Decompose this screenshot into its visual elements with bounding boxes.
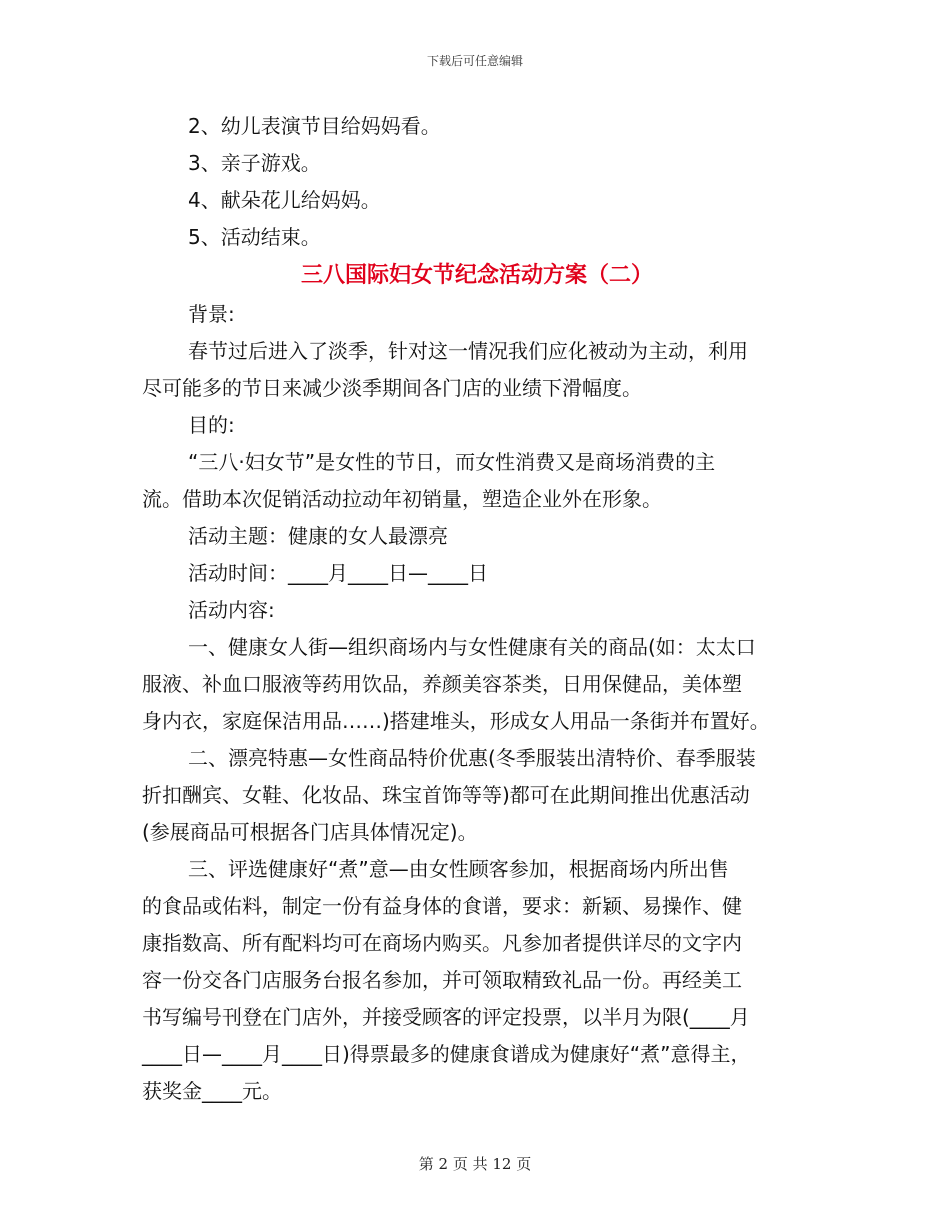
list-item: 3、亲子游戏。 — [188, 151, 321, 175]
section1-line: 身内衣，家庭保洁用品……)搭建堆头，形成女人用品一条街并布置好。 — [142, 709, 770, 733]
list-item: 4、献朵花儿给妈妈。 — [188, 188, 381, 212]
list-item: 2、幼儿表演节目给妈妈看。 — [188, 114, 441, 138]
section3-line: ____日—____月____日)得票最多的健康食谱成为健康好“煮”意得主， — [142, 1042, 751, 1066]
section3-line: 获奖金____元。 — [142, 1079, 282, 1103]
activity-theme: 活动主题：健康的女人最漂亮 — [188, 524, 448, 548]
section3-line: 容一份交各门店服务台报名参加，并可领取精致礼品一份。再经美工 — [142, 968, 742, 992]
background-label: 背景: — [188, 302, 235, 326]
section3-line: 三、评选健康好“煮”意—由女性顾客参加，根据商场内所出售 — [188, 857, 729, 881]
background-paragraph-line: 尽可能多的节日来减少淡季期间各门店的业绩下滑幅度。 — [142, 376, 642, 400]
section1-line: 一、健康女人街—组织商场内与女性健康有关的商品(如：太太口 — [188, 635, 756, 659]
purpose-label: 目的: — [188, 413, 235, 437]
content-label: 活动内容: — [188, 598, 275, 622]
section-title: 三八国际妇女节纪念活动方案（二） — [300, 263, 653, 288]
section3-line: 书写编号刊登在门店外，并接受顾客的评定投票，以半月为限(____月 — [142, 1005, 750, 1029]
purpose-paragraph-line: 流。借助本次促销活动拉动年初销量，塑造企业外在形象。 — [142, 487, 662, 511]
activity-time: 活动时间：____月____日—____日 — [188, 561, 488, 585]
section3-line: 康指数高、所有配料均可在商场内购买。凡参加者提供详尽的文字内 — [142, 931, 742, 955]
purpose-paragraph-line: “三八·妇女节”是女性的节日，而女性消费又是商场消费的主 — [188, 450, 716, 474]
section2-line: 二、漂亮特惠—女性商品特价优惠(冬季服装出清特价、春季服装 — [188, 746, 756, 770]
section2-line: 折扣酬宾、女鞋、化妆品、珠宝首饰等等)都可在此期间推出优惠活动 — [142, 783, 750, 807]
section1-line: 服液、补血口服液等药用饮品，养颜美容茶类，日用保健品，美体塑 — [142, 672, 742, 696]
section3-line: 的食品或佑料，制定一份有益身体的食谱，要求：新颖、易操作、健 — [142, 894, 742, 918]
page-header: 下载后可任意编辑 — [426, 54, 523, 68]
page-footer: 第 2 页 共 12 页 — [418, 1155, 532, 1173]
section2-line: (参展商品可根据各门店具体情况定)。 — [142, 820, 478, 844]
document-body — [142, 108, 812, 1110]
background-paragraph-line: 春节过后进入了淡季，针对这一情况我们应化被动为主动，利用 — [188, 339, 748, 363]
list-item: 5、活动结束。 — [188, 225, 321, 249]
